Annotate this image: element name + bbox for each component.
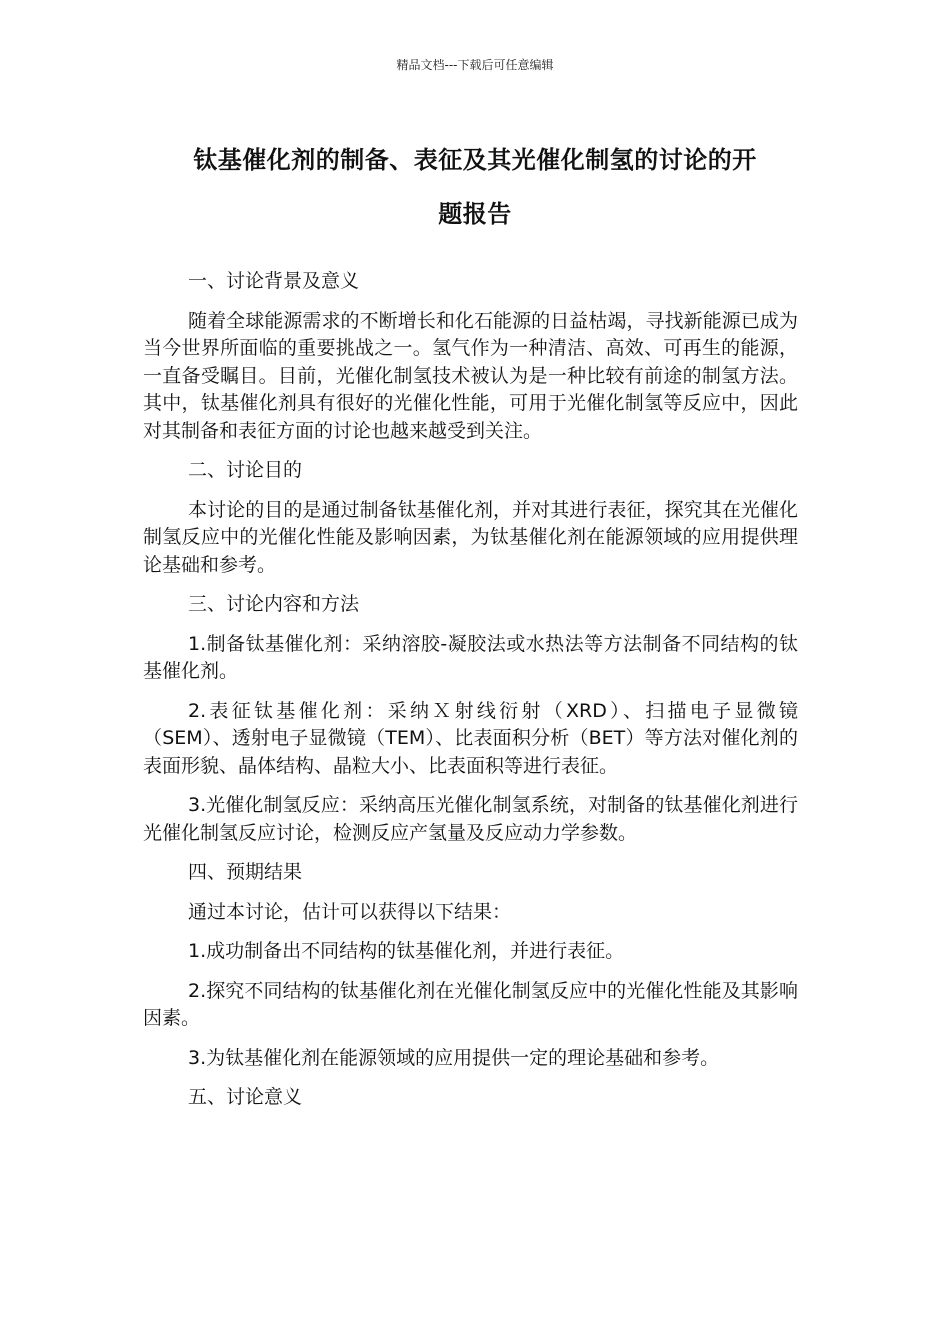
page-header: 精品文档---下载后可任意编辑 xyxy=(396,58,554,72)
title-line-1: 钛基催化剂的制备、表征及其光催化制氢的讨论的开 xyxy=(193,146,757,174)
section-heading-content-methods: 三、讨论内容和方法 xyxy=(188,593,360,615)
document-body xyxy=(143,268,798,1124)
section-heading-significance: 五、讨论意义 xyxy=(188,1086,303,1108)
section-heading-expected-results: 四、预期结果 xyxy=(188,861,303,883)
paragraph-result-2: 2.探究不同结构的钛基催化剂在光催化制氢反应中的光催化性能及其影响因素。 xyxy=(143,979,798,1029)
paragraph-result-3: 3.为钛基催化剂在能源领域的应用提供一定的理论基础和参考。 xyxy=(188,1046,720,1069)
title-line-2: 题报告 xyxy=(438,200,512,228)
paragraph-results-intro: 通过本讨论，估计可以获得以下结果： xyxy=(188,900,512,923)
paragraph-method-reaction: 3.光催化制氢反应：采纳高压光催化制氢系统，对制备的钛基催化剂进行光催化制氢反应讨论，检测反应产氢量及反应动力学参数。 xyxy=(143,794,798,844)
paragraph-purpose: 本讨论的目的是通过制备钛基催化剂，并对其进行表征，探究其在光催化制氢反应中的光催化性能及影响因素，为钛基催化剂在能源领域的应用提供理论基础和参考。 xyxy=(143,498,798,576)
document-title xyxy=(143,133,807,241)
paragraph-method-characterization: 2.表征钛基催化剂：采纳Ｘ射线衍射（XRD）、扫描电子显微镜（SEM）、透射电子显微镜（TEM）、比表面积分析（BET）等方法对催化剂的表面形貌、晶体结构、晶粒大小、比表面积等进行表征。 xyxy=(143,699,798,777)
section-heading-background: 一、讨论背景及意义 xyxy=(188,270,360,292)
paragraph-result-1: 1.成功制备出不同结构的钛基催化剂，并进行表征。 xyxy=(188,940,625,962)
section-heading-purpose: 二、讨论目的 xyxy=(188,459,303,481)
paragraph-method-preparation: 1.制备钛基催化剂：采纳溶胶-凝胶法或水热法等方法制备不同结构的钛基催化剂。 xyxy=(143,632,798,682)
paragraph-background: 随着全球能源需求的不断增长和化石能源的日益枯竭，寻找新能源已成为当今世界所面临的重要挑战之一。氢气作为一种清洁、高效、可再生的能源，一直备受瞩目。目前，光催化制氢技术被认为是一种比较有前途的制氢方法。其中，钛基催化剂具有很好的光催化性能，可用于光催化制氢等反应中，因此对其制备和表征方面的讨论也越来越受到关注。 xyxy=(143,309,798,442)
